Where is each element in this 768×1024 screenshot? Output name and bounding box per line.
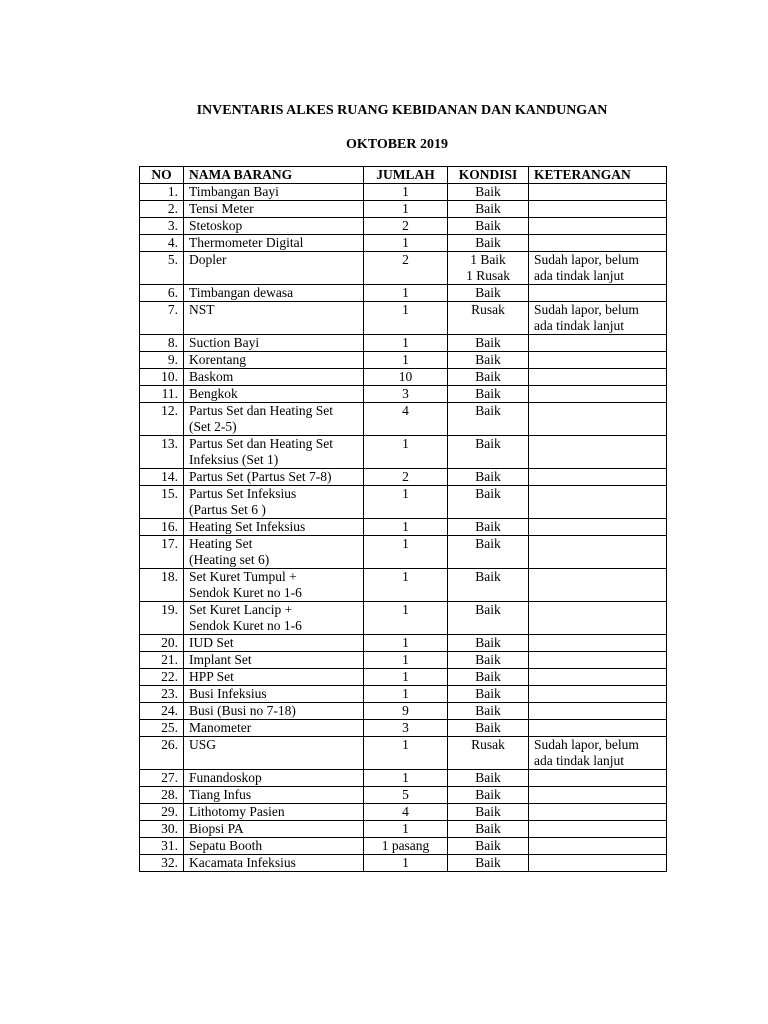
cell-keterangan	[529, 201, 667, 218]
cell-no: 17.	[140, 536, 184, 569]
cell-jumlah: 1	[364, 821, 448, 838]
cell-no: 32.	[140, 855, 184, 872]
cell-jumlah: 3	[364, 386, 448, 403]
cell-no: 7.	[140, 302, 184, 335]
cell-jumlah: 2	[364, 469, 448, 486]
table-row	[140, 285, 667, 302]
cell-nama-barang: Timbangan Bayi	[184, 184, 364, 201]
cell-keterangan	[529, 602, 667, 635]
table-row	[140, 821, 667, 838]
cell-no: 24.	[140, 703, 184, 720]
cell-keterangan	[529, 486, 667, 519]
cell-kondisi: Baik	[448, 536, 529, 569]
inventory-table	[139, 166, 667, 872]
cell-nama-barang: Biopsi PA	[184, 821, 364, 838]
cell-kondisi: Baik	[448, 386, 529, 403]
table-row	[140, 201, 667, 218]
cell-jumlah: 5	[364, 787, 448, 804]
cell-keterangan	[529, 519, 667, 536]
table-body	[140, 184, 667, 872]
table-row	[140, 569, 667, 602]
cell-nama-barang: Funandoskop	[184, 770, 364, 787]
table-row	[140, 218, 667, 235]
cell-no: 20.	[140, 635, 184, 652]
header-no: NO	[140, 167, 184, 184]
cell-jumlah: 4	[364, 804, 448, 821]
cell-no: 3.	[140, 218, 184, 235]
cell-jumlah: 1	[364, 519, 448, 536]
table-row	[140, 686, 667, 703]
cell-no: 10.	[140, 369, 184, 386]
cell-nama-barang: Baskom	[184, 369, 364, 386]
cell-kondisi: Rusak	[448, 302, 529, 335]
cell-jumlah: 1	[364, 652, 448, 669]
header-kondisi: KONDISI	[448, 167, 529, 184]
cell-keterangan	[529, 686, 667, 703]
cell-nama-barang: Thermometer Digital	[184, 235, 364, 252]
cell-nama-barang: Heating Set Infeksius	[184, 519, 364, 536]
cell-no: 12.	[140, 403, 184, 436]
cell-no: 19.	[140, 602, 184, 635]
cell-kondisi: Baik	[448, 335, 529, 352]
cell-kondisi: Baik	[448, 669, 529, 686]
cell-kondisi: Baik	[448, 184, 529, 201]
cell-keterangan	[529, 235, 667, 252]
cell-nama-barang: HPP Set	[184, 669, 364, 686]
cell-kondisi: Baik	[448, 436, 529, 469]
cell-keterangan	[529, 469, 667, 486]
cell-keterangan	[529, 569, 667, 602]
cell-nama-barang: Tiang Infus	[184, 787, 364, 804]
table-row	[140, 536, 667, 569]
cell-kondisi: Baik	[448, 235, 529, 252]
cell-no: 9.	[140, 352, 184, 369]
cell-kondisi: Baik	[448, 469, 529, 486]
cell-nama-barang: Implant Set	[184, 652, 364, 669]
cell-kondisi: Baik	[448, 519, 529, 536]
cell-keterangan	[529, 218, 667, 235]
table-row	[140, 184, 667, 201]
table-row	[140, 302, 667, 335]
cell-keterangan	[529, 770, 667, 787]
cell-no: 5.	[140, 252, 184, 285]
cell-jumlah: 1	[364, 285, 448, 302]
cell-jumlah: 1	[364, 335, 448, 352]
cell-no: 11.	[140, 386, 184, 403]
cell-jumlah: 1	[364, 569, 448, 602]
cell-nama-barang: IUD Set	[184, 635, 364, 652]
cell-keterangan	[529, 669, 667, 686]
cell-no: 28.	[140, 787, 184, 804]
cell-keterangan	[529, 703, 667, 720]
cell-nama-barang: Suction Bayi	[184, 335, 364, 352]
cell-jumlah: 9	[364, 703, 448, 720]
table-header-row	[140, 167, 667, 184]
header-keterangan: KETERANGAN	[529, 167, 667, 184]
header-nama-barang: NAMA BARANG	[184, 167, 364, 184]
cell-keterangan: Sudah lapor, belum ada tindak lanjut	[529, 302, 667, 335]
cell-jumlah: 1	[364, 686, 448, 703]
cell-nama-barang: Partus Set Infeksius (Partus Set 6 )	[184, 486, 364, 519]
cell-nama-barang: Partus Set dan Heating Set Infeksius (Set 1)	[184, 436, 364, 469]
cell-nama-barang: Dopler	[184, 252, 364, 285]
cell-keterangan	[529, 436, 667, 469]
cell-jumlah: 1	[364, 436, 448, 469]
cell-no: 6.	[140, 285, 184, 302]
cell-no: 27.	[140, 770, 184, 787]
cell-kondisi: Baik	[448, 218, 529, 235]
cell-kondisi: Baik	[448, 569, 529, 602]
cell-nama-barang: Tensi Meter	[184, 201, 364, 218]
cell-kondisi: Baik	[448, 821, 529, 838]
cell-keterangan	[529, 787, 667, 804]
cell-nama-barang: Busi Infeksius	[184, 686, 364, 703]
table-row	[140, 369, 667, 386]
cell-nama-barang: Stetoskop	[184, 218, 364, 235]
cell-nama-barang: Lithotomy Pasien	[184, 804, 364, 821]
cell-keterangan	[529, 635, 667, 652]
cell-jumlah: 1	[364, 855, 448, 872]
cell-no: 18.	[140, 569, 184, 602]
cell-kondisi: Baik	[448, 838, 529, 855]
cell-jumlah: 1	[364, 352, 448, 369]
cell-no: 26.	[140, 737, 184, 770]
cell-no: 15.	[140, 486, 184, 519]
cell-nama-barang: Sepatu Booth	[184, 838, 364, 855]
cell-no: 2.	[140, 201, 184, 218]
table-row	[140, 235, 667, 252]
cell-kondisi: Baik	[448, 855, 529, 872]
cell-keterangan	[529, 838, 667, 855]
cell-keterangan	[529, 536, 667, 569]
cell-nama-barang: Korentang	[184, 352, 364, 369]
cell-no: 13.	[140, 436, 184, 469]
cell-no: 14.	[140, 469, 184, 486]
cell-no: 21.	[140, 652, 184, 669]
cell-keterangan	[529, 335, 667, 352]
cell-keterangan: Sudah lapor, belum ada tindak lanjut	[529, 252, 667, 285]
cell-keterangan	[529, 285, 667, 302]
table-row	[140, 519, 667, 536]
cell-jumlah: 1	[364, 770, 448, 787]
document-subtitle: OKTOBER 2019	[345, 137, 449, 152]
cell-keterangan	[529, 855, 667, 872]
cell-no: 30.	[140, 821, 184, 838]
cell-nama-barang: Timbangan dewasa	[184, 285, 364, 302]
cell-kondisi: Baik	[448, 686, 529, 703]
cell-jumlah: 2	[364, 218, 448, 235]
cell-nama-barang: Heating Set (Heating set 6)	[184, 536, 364, 569]
table-row	[140, 352, 667, 369]
table-row	[140, 703, 667, 720]
table-row	[140, 403, 667, 436]
table-row	[140, 787, 667, 804]
cell-nama-barang: USG	[184, 737, 364, 770]
cell-kondisi: Baik	[448, 403, 529, 436]
table-row	[140, 386, 667, 403]
table-row	[140, 335, 667, 352]
cell-kondisi: Baik	[448, 804, 529, 821]
table-row	[140, 602, 667, 635]
cell-nama-barang: Busi (Busi no 7-18)	[184, 703, 364, 720]
cell-nama-barang: Kacamata Infeksius	[184, 855, 364, 872]
cell-nama-barang: Manometer	[184, 720, 364, 737]
cell-kondisi: Baik	[448, 201, 529, 218]
cell-jumlah: 1	[364, 602, 448, 635]
cell-nama-barang: Bengkok	[184, 386, 364, 403]
cell-kondisi: Baik	[448, 369, 529, 386]
cell-nama-barang: Set Kuret Lancip + Sendok Kuret no 1-6	[184, 602, 364, 635]
cell-no: 25.	[140, 720, 184, 737]
cell-jumlah: 1	[364, 201, 448, 218]
cell-no: 31.	[140, 838, 184, 855]
cell-jumlah: 1	[364, 669, 448, 686]
cell-kondisi: Baik	[448, 770, 529, 787]
cell-kondisi: Rusak	[448, 737, 529, 770]
cell-no: 8.	[140, 335, 184, 352]
cell-no: 1.	[140, 184, 184, 201]
cell-jumlah: 1	[364, 184, 448, 201]
cell-kondisi: Baik	[448, 635, 529, 652]
cell-nama-barang: Partus Set dan Heating Set (Set 2-5)	[184, 403, 364, 436]
cell-jumlah: 1 pasang	[364, 838, 448, 855]
cell-kondisi: Baik	[448, 720, 529, 737]
cell-kondisi: Baik	[448, 486, 529, 519]
cell-jumlah: 10	[364, 369, 448, 386]
cell-nama-barang: Partus Set (Partus Set 7-8)	[184, 469, 364, 486]
cell-jumlah: 4	[364, 403, 448, 436]
cell-keterangan	[529, 821, 667, 838]
cell-jumlah: 2	[364, 252, 448, 285]
table-row	[140, 252, 667, 285]
cell-no: 16.	[140, 519, 184, 536]
cell-jumlah: 1	[364, 486, 448, 519]
cell-nama-barang: Set Kuret Tumpul + Sendok Kuret no 1-6	[184, 569, 364, 602]
table-row	[140, 737, 667, 770]
table-row	[140, 436, 667, 469]
cell-jumlah: 1	[364, 737, 448, 770]
table-row	[140, 669, 667, 686]
cell-kondisi: Baik	[448, 602, 529, 635]
table-row	[140, 838, 667, 855]
cell-jumlah: 1	[364, 302, 448, 335]
table-row	[140, 720, 667, 737]
cell-jumlah: 3	[364, 720, 448, 737]
cell-keterangan	[529, 386, 667, 403]
cell-keterangan	[529, 804, 667, 821]
table-row	[140, 635, 667, 652]
cell-kondisi: Baik	[448, 652, 529, 669]
cell-no: 23.	[140, 686, 184, 703]
cell-keterangan	[529, 403, 667, 436]
cell-kondisi: Baik	[448, 285, 529, 302]
cell-keterangan	[529, 352, 667, 369]
cell-no: 22.	[140, 669, 184, 686]
cell-kondisi: Baik	[448, 703, 529, 720]
cell-no: 29.	[140, 804, 184, 821]
table-row	[140, 486, 667, 519]
header-jumlah: JUMLAH	[364, 167, 448, 184]
cell-kondisi: Baik	[448, 352, 529, 369]
cell-jumlah: 1	[364, 536, 448, 569]
cell-no: 4.	[140, 235, 184, 252]
table-row	[140, 652, 667, 669]
cell-keterangan	[529, 184, 667, 201]
cell-kondisi: Baik	[448, 787, 529, 804]
cell-kondisi: 1 Baik 1 Rusak	[448, 252, 529, 285]
cell-keterangan	[529, 652, 667, 669]
cell-nama-barang: NST	[184, 302, 364, 335]
document-title: INVENTARIS ALKES RUANG KEBIDANAN DAN KANDUNGAN	[196, 103, 608, 118]
table-row	[140, 770, 667, 787]
table-row	[140, 469, 667, 486]
cell-jumlah: 1	[364, 635, 448, 652]
cell-keterangan	[529, 720, 667, 737]
cell-keterangan: Sudah lapor, belum ada tindak lanjut	[529, 737, 667, 770]
table-row	[140, 855, 667, 872]
cell-jumlah: 1	[364, 235, 448, 252]
cell-keterangan	[529, 369, 667, 386]
table-row	[140, 804, 667, 821]
